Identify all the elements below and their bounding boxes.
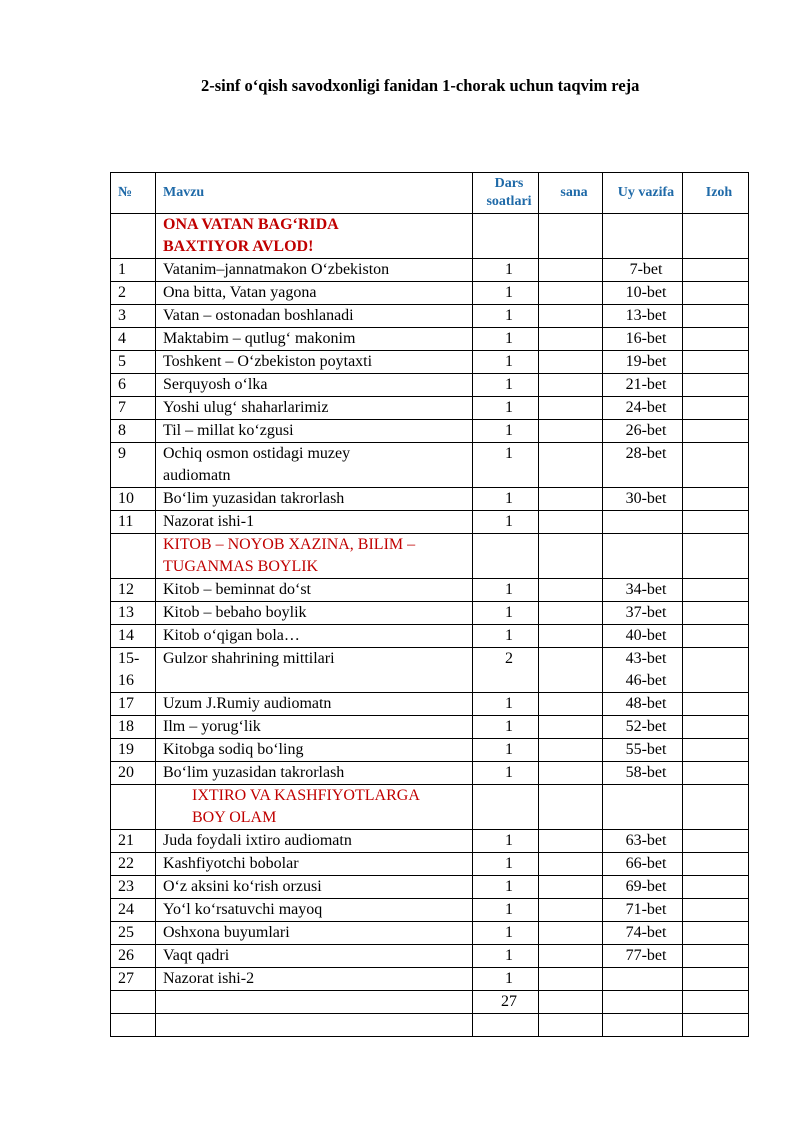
section-hours-cell	[473, 785, 539, 830]
table-row	[111, 351, 749, 374]
row-topic: Maktabim – qutlug‘ makonim	[156, 328, 473, 351]
row-homework: 10-bet	[603, 282, 683, 305]
total-hours: 27	[473, 991, 539, 1014]
row-number: 10	[111, 488, 156, 511]
table-row	[111, 899, 749, 922]
section-row	[111, 534, 749, 579]
table-row	[111, 602, 749, 625]
row-note	[683, 830, 749, 853]
table-row	[111, 259, 749, 282]
row-topic: Bo‘lim yuzasidan takrorlash	[156, 488, 473, 511]
row-date	[539, 420, 603, 443]
row-topic: Nazorat ishi-2	[156, 968, 473, 991]
row-hours: 1	[473, 259, 539, 282]
section-homework-cell	[603, 214, 683, 259]
row-note	[683, 488, 749, 511]
row-topic-line2: audiomatn	[163, 467, 231, 484]
row-note	[683, 328, 749, 351]
row-hours: 1	[473, 922, 539, 945]
row-topic: Juda foydali ixtiro audiomatn	[156, 830, 473, 853]
row-hours: 1	[473, 374, 539, 397]
table-row	[111, 328, 749, 351]
row-number: 18	[111, 716, 156, 739]
row-note	[683, 420, 749, 443]
empty-cell	[539, 1014, 603, 1037]
row-note	[683, 625, 749, 648]
row-hours: 1	[473, 853, 539, 876]
row-date	[539, 968, 603, 991]
table-row	[111, 282, 749, 305]
empty-cell	[683, 1014, 749, 1037]
row-topic: Ona bitta, Vatan yagona	[156, 282, 473, 305]
row-homework: 26-bet	[603, 420, 683, 443]
row-note	[683, 968, 749, 991]
row-homework: 55-bet	[603, 739, 683, 762]
row-hours: 1	[473, 762, 539, 785]
empty-cell	[473, 1014, 539, 1037]
row-date	[539, 853, 603, 876]
row-date	[539, 899, 603, 922]
empty-cell	[156, 1014, 473, 1037]
total-row	[111, 991, 749, 1014]
row-topic: Til – millat ko‘zgusi	[156, 420, 473, 443]
row-date	[539, 511, 603, 534]
row-date	[539, 830, 603, 853]
header-note: Izoh	[683, 173, 749, 214]
row-note	[683, 762, 749, 785]
row-date	[539, 739, 603, 762]
table-row	[111, 397, 749, 420]
row-hours: 2	[473, 648, 539, 693]
row-topic: Kitob – beminnat do‘st	[156, 579, 473, 602]
table-row	[111, 945, 749, 968]
row-topic: Nazorat ishi-1	[156, 511, 473, 534]
row-hours: 1	[473, 328, 539, 351]
row-topic: Kitobga sodiq bo‘ling	[156, 739, 473, 762]
row-hours: 1	[473, 830, 539, 853]
section-homework-cell	[603, 534, 683, 579]
row-date	[539, 259, 603, 282]
row-hours: 1	[473, 511, 539, 534]
row-topic: Oshxona buyumlari	[156, 922, 473, 945]
row-number: 8	[111, 420, 156, 443]
row-number-line1: 15-	[118, 650, 140, 667]
row-note	[683, 922, 749, 945]
section-title	[156, 785, 473, 830]
section-hours-cell	[473, 214, 539, 259]
row-homework: 37-bet	[603, 602, 683, 625]
row-hours: 1	[473, 602, 539, 625]
row-hours: 1	[473, 488, 539, 511]
section-note-cell	[683, 534, 749, 579]
row-note	[683, 648, 749, 693]
row-hours: 1	[473, 443, 539, 488]
row-hours: 1	[473, 579, 539, 602]
header-homework: Uy vazifa	[603, 173, 683, 214]
row-note	[683, 853, 749, 876]
row-number: 17	[111, 693, 156, 716]
section-title-line2: BOY OLAM	[192, 809, 277, 826]
row-homework-line1: 43-bet	[625, 650, 667, 667]
table-row	[111, 739, 749, 762]
section-date-cell	[539, 785, 603, 830]
row-homework: 66-bet	[603, 853, 683, 876]
row-number: 2	[111, 282, 156, 305]
page-title: 2-sinf o‘qish savodxonligi fanidan 1-chorak uchun taqvim reja	[201, 76, 640, 95]
section-title-line2: BAXTIYOR AVLOD!	[163, 238, 314, 255]
row-number: 21	[111, 830, 156, 853]
row-number: 7	[111, 397, 156, 420]
section-title-line1: KITOB – NOYOB XAZINA, BILIM –	[163, 536, 416, 553]
row-note	[683, 602, 749, 625]
row-topic: Kitob – bebaho boylik	[156, 602, 473, 625]
row-homework: 24-bet	[603, 397, 683, 420]
row-hours: 1	[473, 945, 539, 968]
header-date: sana	[539, 173, 603, 214]
table-row	[111, 648, 749, 693]
row-homework: 16-bet	[603, 328, 683, 351]
row-note	[683, 259, 749, 282]
row-number: 22	[111, 853, 156, 876]
section-date-cell	[539, 534, 603, 579]
table-row	[111, 625, 749, 648]
row-hours: 1	[473, 282, 539, 305]
row-topic: Serquyosh o‘lka	[156, 374, 473, 397]
table-row	[111, 762, 749, 785]
row-date	[539, 945, 603, 968]
section-num-cell	[111, 785, 156, 830]
row-topic: Uzum J.Rumiy audiomatn	[156, 693, 473, 716]
row-homework: 13-bet	[603, 305, 683, 328]
row-hours: 1	[473, 420, 539, 443]
section-title-line1: IXTIRO VA KASHFIYOTLARGA	[192, 787, 420, 804]
row-homework: 7-bet	[603, 259, 683, 282]
table-row	[111, 488, 749, 511]
row-note	[683, 397, 749, 420]
row-topic: Kashfiyotchi bobolar	[156, 853, 473, 876]
row-number: 24	[111, 899, 156, 922]
header-hours-line2: soatlari	[486, 194, 532, 209]
row-hours: 1	[473, 693, 539, 716]
row-date	[539, 716, 603, 739]
total-date-cell	[539, 991, 603, 1014]
row-hours: 1	[473, 397, 539, 420]
row-homework-line2: 46-bet	[625, 672, 667, 689]
row-date	[539, 305, 603, 328]
section-hours-cell	[473, 534, 539, 579]
row-topic: Toshkent – O‘zbekiston poytaxti	[156, 351, 473, 374]
header-hours-line1: Dars	[494, 176, 524, 191]
row-date	[539, 602, 603, 625]
row-date	[539, 488, 603, 511]
row-date	[539, 693, 603, 716]
row-homework: 48-bet	[603, 693, 683, 716]
table-row	[111, 716, 749, 739]
table-header-row	[111, 173, 749, 214]
row-note	[683, 579, 749, 602]
row-topic: O‘z aksini ko‘rish orzusi	[156, 876, 473, 899]
section-title-line1: ONA VATAN BAG‘RIDA	[163, 216, 339, 233]
total-topic-cell	[156, 991, 473, 1014]
row-number: 19	[111, 739, 156, 762]
row-date	[539, 922, 603, 945]
row-homework: 74-bet	[603, 922, 683, 945]
section-title	[156, 534, 473, 579]
row-date	[539, 579, 603, 602]
row-homework: 40-bet	[603, 625, 683, 648]
row-number: 14	[111, 625, 156, 648]
row-note	[683, 374, 749, 397]
row-topic: Gulzor shahrining mittilari	[156, 648, 473, 693]
row-topic: Vatan – ostonadan boshlanadi	[156, 305, 473, 328]
row-note	[683, 739, 749, 762]
row-topic: Yo‘l ko‘rsatuvchi mayoq	[156, 899, 473, 922]
row-hours: 1	[473, 899, 539, 922]
total-num-cell	[111, 991, 156, 1014]
row-note	[683, 511, 749, 534]
row-homework: 28-bet	[603, 443, 683, 488]
header-hours	[473, 173, 539, 214]
row-topic: Bo‘lim yuzasidan takrorlash	[156, 762, 473, 785]
total-homework-cell	[603, 991, 683, 1014]
row-hours: 1	[473, 351, 539, 374]
section-title-line2: TUGANMAS BOYLIK	[163, 558, 319, 575]
row-homework: 52-bet	[603, 716, 683, 739]
row-note	[683, 945, 749, 968]
row-number-line2: 16	[118, 672, 134, 689]
row-date	[539, 443, 603, 488]
row-hours: 1	[473, 876, 539, 899]
row-date	[539, 762, 603, 785]
row-note	[683, 282, 749, 305]
row-number: 13	[111, 602, 156, 625]
row-number: 9	[111, 443, 156, 488]
row-date	[539, 351, 603, 374]
table-row	[111, 922, 749, 945]
section-note-cell	[683, 785, 749, 830]
row-number: 6	[111, 374, 156, 397]
row-note	[683, 876, 749, 899]
row-number: 20	[111, 762, 156, 785]
row-hours: 1	[473, 968, 539, 991]
row-homework: 30-bet	[603, 488, 683, 511]
section-num-cell	[111, 534, 156, 579]
row-homework	[603, 648, 683, 693]
row-date	[539, 648, 603, 693]
row-number	[111, 648, 156, 693]
header-topic: Mavzu	[156, 173, 473, 214]
row-number: 23	[111, 876, 156, 899]
row-homework: 58-bet	[603, 762, 683, 785]
row-number: 5	[111, 351, 156, 374]
table-row	[111, 853, 749, 876]
row-hours: 1	[473, 716, 539, 739]
table-row	[111, 305, 749, 328]
row-number: 3	[111, 305, 156, 328]
row-number: 25	[111, 922, 156, 945]
row-hours: 1	[473, 305, 539, 328]
row-topic: Kitob o‘qigan bola…	[156, 625, 473, 648]
row-note	[683, 693, 749, 716]
row-number: 27	[111, 968, 156, 991]
row-homework: 77-bet	[603, 945, 683, 968]
row-note	[683, 716, 749, 739]
row-number: 26	[111, 945, 156, 968]
header-number: №	[111, 173, 156, 214]
row-date	[539, 328, 603, 351]
row-topic-line1: Ochiq osmon ostidagi muzey	[163, 445, 351, 462]
table-row	[111, 830, 749, 853]
row-hours: 1	[473, 625, 539, 648]
total-note-cell	[683, 991, 749, 1014]
section-row	[111, 214, 749, 259]
row-number: 4	[111, 328, 156, 351]
section-date-cell	[539, 214, 603, 259]
row-note	[683, 443, 749, 488]
section-homework-cell	[603, 785, 683, 830]
row-date	[539, 876, 603, 899]
row-homework	[603, 968, 683, 991]
section-row	[111, 785, 749, 830]
row-topic	[156, 443, 473, 488]
row-topic: Yoshi ulug‘ shaharlarimiz	[156, 397, 473, 420]
row-homework: 34-bet	[603, 579, 683, 602]
row-note	[683, 351, 749, 374]
row-homework: 63-bet	[603, 830, 683, 853]
row-hours: 1	[473, 739, 539, 762]
empty-cell	[603, 1014, 683, 1037]
section-note-cell	[683, 214, 749, 259]
row-note	[683, 305, 749, 328]
row-date	[539, 374, 603, 397]
row-homework: 69-bet	[603, 876, 683, 899]
empty-row	[111, 1014, 749, 1037]
row-note	[683, 899, 749, 922]
row-topic: Vaqt qadri	[156, 945, 473, 968]
row-number: 1	[111, 259, 156, 282]
row-number: 12	[111, 579, 156, 602]
row-date	[539, 397, 603, 420]
section-title	[156, 214, 473, 259]
section-num-cell	[111, 214, 156, 259]
row-number: 11	[111, 511, 156, 534]
table-row	[111, 511, 749, 534]
row-topic: Ilm – yorug‘lik	[156, 716, 473, 739]
table-row	[111, 579, 749, 602]
table-row	[111, 420, 749, 443]
row-homework: 19-bet	[603, 351, 683, 374]
row-homework	[603, 511, 683, 534]
table-row	[111, 443, 749, 488]
table-row	[111, 968, 749, 991]
table-row	[111, 693, 749, 716]
empty-cell	[111, 1014, 156, 1037]
row-date	[539, 282, 603, 305]
table-row	[111, 876, 749, 899]
table-row	[111, 374, 749, 397]
row-date	[539, 625, 603, 648]
row-topic: Vatanim–jannatmakon O‘zbekiston	[156, 259, 473, 282]
row-homework: 71-bet	[603, 899, 683, 922]
row-homework: 21-bet	[603, 374, 683, 397]
lesson-plan-table	[110, 172, 749, 1037]
